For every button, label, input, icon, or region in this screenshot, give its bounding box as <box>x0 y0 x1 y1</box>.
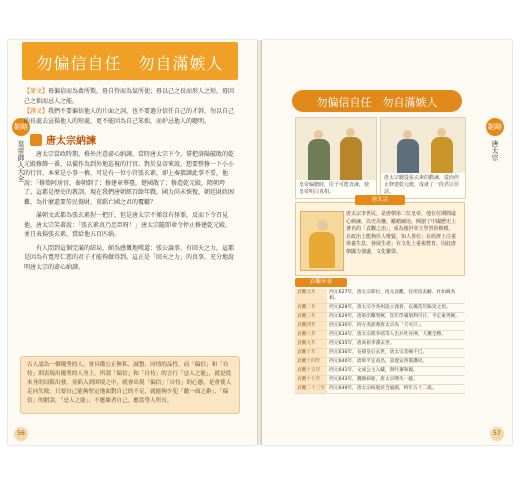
right-section-badge: 韜略 <box>486 118 504 136</box>
profile-head: 唐太宗 <box>355 195 405 205</box>
event-year: 貞觀十五年 <box>295 367 327 376</box>
event-description: 西元640年，唐軍平定高昌，設置安西都護府。 <box>327 358 465 367</box>
original-tag: 【原文】 <box>24 88 49 95</box>
figure-head <box>314 130 323 139</box>
event-row <box>295 358 465 367</box>
event-row <box>295 331 465 340</box>
left-section-badge: 韜略 <box>12 118 30 136</box>
portrait-robe <box>309 232 335 268</box>
event-row <box>295 349 465 358</box>
event-year: 貞觀八年 <box>295 331 327 340</box>
event-year: 貞觀二十三年 <box>295 385 327 394</box>
event-year: 貞觀九年 <box>295 340 327 349</box>
figure-head <box>346 128 355 137</box>
event-row <box>295 304 465 313</box>
event-description: 西元649年，唐太宗病逝於含風殿，終年五十二歲。 <box>327 385 465 394</box>
emperor-portrait <box>300 211 344 271</box>
event-description: 西元641年，文成公主入藏，與吐蕃和親。 <box>327 367 465 376</box>
event-description: 西元636年，長孫皇后去世，唐太宗悲痛不已。 <box>327 349 465 358</box>
event-year: 貞觀十四年 <box>295 358 327 367</box>
event-year: 貞觀十年 <box>295 349 327 358</box>
left-title-band <box>22 42 238 80</box>
section-bullet-icon <box>30 134 42 146</box>
translation-tag: 【譯文】 <box>24 108 49 115</box>
right-title-band <box>292 90 462 112</box>
left-running-head: 皇帝御人大全 <box>17 140 25 182</box>
event-year: 貞觀十七年 <box>295 376 327 385</box>
event-row <box>295 340 465 349</box>
section-heading <box>30 132 96 147</box>
illustration-right <box>380 117 466 199</box>
section-title: 唐太宗納諫 <box>46 136 96 147</box>
event-description: 西元627年，唐太宗即位，改元貞觀，任用房玄齡、杜如晦為相。 <box>327 289 465 304</box>
event-year: 貞觀四年 <box>295 322 327 331</box>
left-page-title: 勿偏信自任 勿自滿嫉人 <box>36 54 224 73</box>
right-page-number: 57 <box>490 427 504 441</box>
illustration-caption: 唐太宗聽從張玄素的勸諫，從而停止修建乾元殿，成就了一段君臣佳話。 <box>381 173 465 198</box>
figure-head <box>437 128 446 137</box>
original-body: 毋偏信而為姦所欺，毋自恃而為氣所使；毋以己之長而形人之短，毋因己之拙而忌人之能。 <box>24 88 235 105</box>
paragraph: 唐太宗當政時期，格外注意虛心納諫，當時唐太宗下令，誓把洛陽破敗的乾元殿修飾一番，以備作為到外地巡視的行宮。對於皇帝來說，想要整修一下小小的行宮，本來是小事一樁，可是有一位小官張玄素，卻上奏摺諫此事不妥，他說：「修築阿房宮，秦朝倒了；修建章華臺，楚國散了；修造乾元殿，隋朝垮了。這都是歷史的教訓。現在我們唐朝經百餘年戰，國力尚未恢復，朝廷財政困難，為什麼還要勞民傷財，重蹈亡國之君的覆轍？ <box>24 151 235 206</box>
figure-head <box>403 130 412 139</box>
event-row <box>295 376 465 385</box>
profile-box <box>295 197 465 276</box>
portrait-face <box>317 220 328 231</box>
event-row <box>295 367 465 376</box>
right-side-tab <box>484 118 506 161</box>
paragraph: 有人問到這個完滿的結局，頗為感慨地嘆道：張公論事，有回天之力，這都是因為有寬厚仁慈的君子才能夠做得到。這正是「回天之力」的真事，充分地說明唐太宗的虛心納諫。 <box>24 244 235 271</box>
event-description: 西元628年，唐太宗令各州設立義倉，以備荒年賑災之用。 <box>327 304 465 313</box>
event-row <box>295 289 465 304</box>
story-body <box>24 150 236 276</box>
illustration-left <box>295 117 377 199</box>
event-row <box>295 313 465 322</box>
event-description: 西元630年，四方夷族尊唐太宗為「天可汗」。 <box>327 322 465 331</box>
figure-body <box>340 137 362 185</box>
event-year: 貞觀二年 <box>295 304 327 313</box>
commentary-text: 古人認為一個優秀的人，會具備公正無私、誠懇、同情的品性，而「偏信」和「自恃」則表現出優秀的人身上。所謂「偏信」和「自恃」的言行「忌人之能」，就是從本身的局限出發，並陷入到困境之中，就會出現「偏信」「自恃」的心態，是會使人走向失敗。只要自己能夠堅定地面對自己的不足，就能夠少犯「聽一面之辭」、「偏信」的錯誤，「忌人之能」，不應壞者自己，應當學人所長。 <box>27 362 232 404</box>
left-page-number: 56 <box>14 427 28 441</box>
translation-text <box>24 107 236 127</box>
event-row <box>295 385 465 394</box>
event-row <box>295 322 465 331</box>
right-running-head: 唐太宗 <box>491 140 499 161</box>
profile-main: 唐太宗李世民，是唐朝第二位皇帝，他在位期間虛心納諫，以史為鑒，勵精圖治，開創了中國歷史上著名的「貞觀之治」，成為後世帝王學習的楷模。 <box>346 211 457 232</box>
illustration-caption: 皇帝偏聽時，臣子可能直諫，使皇帝明白真相。 <box>296 180 376 198</box>
event-description: 西元634年，唐太宗派李靖等人出兵吐谷渾，大獲全勝。 <box>327 331 465 340</box>
translation-body: 我們不要偏信他人的片面之詞，也不要過分信任自己的才幹，勿以自己的長處去宣揚他人的短處，更不能因為自己笨拙，而妒忌他人的聰明。 <box>24 108 235 125</box>
quote-box <box>24 87 236 127</box>
events-head: 貞觀年表 <box>295 278 347 287</box>
event-year: 貞觀三年 <box>295 313 327 322</box>
events-table <box>295 289 465 394</box>
profile-side: 在政治上能夠任人唯賢，知人善任；在經濟上注重休養生息，發展生產；在文化上重視教育，因此唐朝國力強盛，文化繁榮。 <box>346 233 457 255</box>
profile-text <box>346 211 458 256</box>
paragraph: 滿朝文武都為張玄素捏一把汗，但是唐太宗不僅沒有怪罪，反而下令召見他，唐太宗笑著說：「張玄素真乃忠臣呀！」唐太宗隨即命令停止修建乾元殿，並且表揚張玄素，賞給他五百匹絹。 <box>24 212 232 238</box>
event-description: 西元635年，唐高祖李淵去世。 <box>327 340 465 349</box>
commentary-box <box>20 356 240 414</box>
original-text <box>24 87 236 107</box>
event-year: 貞觀元年 <box>295 289 327 304</box>
right-page-title: 勿偏信自任 勿自滿嫉人 <box>316 96 438 109</box>
event-description: 西元629年，唐軍出擊突厥，次年俘虜頡利可汗，平定東突厥。 <box>327 313 465 322</box>
event-description: 西元643年，魏徵病逝，唐太宗嘆失一鏡。 <box>327 376 465 385</box>
